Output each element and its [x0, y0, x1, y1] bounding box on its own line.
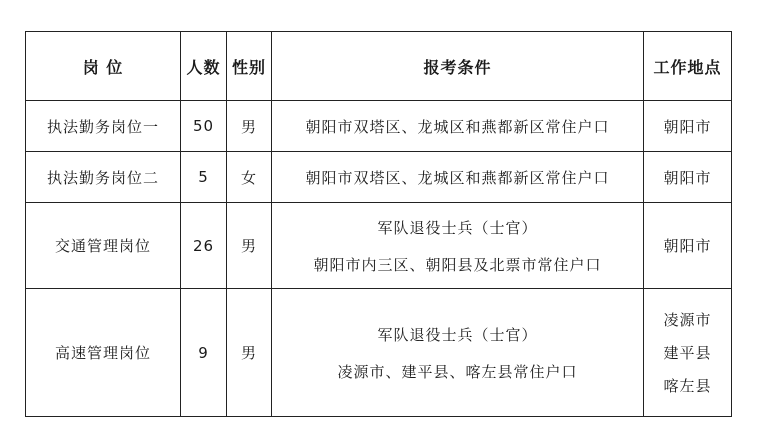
table-row	[26, 289, 732, 417]
position-cell: 执法勤务岗位二	[26, 152, 181, 203]
location-cell: 朝阳市	[644, 203, 732, 289]
count-cell: 26	[181, 203, 227, 289]
header-position: 岗 位	[26, 32, 181, 101]
gender-cell: 男	[227, 289, 272, 417]
location-line: 凌源市	[663, 311, 712, 329]
table-row	[26, 203, 732, 289]
header-conditions: 报考条件	[272, 32, 644, 101]
table-row	[26, 101, 732, 152]
condition-line: 军队退役士兵（士官）	[377, 325, 538, 344]
condition-line: 军队退役士兵（士官）	[377, 218, 538, 237]
condition-line: 凌源市、建平县、喀左县常住户口	[337, 362, 578, 381]
conditions-cell	[272, 203, 644, 289]
location-line: 喀左县	[663, 377, 712, 395]
location-line: 建平县	[663, 344, 712, 362]
gender-cell: 男	[227, 101, 272, 152]
conditions-cell: 朝阳市双塔区、龙城区和燕都新区常住户口	[272, 101, 644, 152]
location-cell: 朝阳市	[644, 152, 732, 203]
count-cell: 5	[181, 152, 227, 203]
position-cell: 执法勤务岗位一	[26, 101, 181, 152]
count-cell: 50	[181, 101, 227, 152]
location-cell	[644, 289, 732, 417]
header-count: 人数	[181, 32, 227, 101]
condition-line: 朝阳市内三区、朝阳县及北票市常住户口	[313, 255, 602, 274]
position-cell: 交通管理岗位	[26, 203, 181, 289]
table-header-row	[26, 32, 732, 101]
count-cell: 9	[181, 289, 227, 417]
conditions-cell	[272, 289, 644, 417]
table-row	[26, 152, 732, 203]
header-location: 工作地点	[644, 32, 732, 101]
gender-cell: 男	[227, 203, 272, 289]
recruitment-table	[25, 31, 732, 417]
header-gender: 性别	[227, 32, 272, 101]
position-cell: 高速管理岗位	[26, 289, 181, 417]
gender-cell: 女	[227, 152, 272, 203]
location-cell: 朝阳市	[644, 101, 732, 152]
conditions-cell: 朝阳市双塔区、龙城区和燕都新区常住户口	[272, 152, 644, 203]
